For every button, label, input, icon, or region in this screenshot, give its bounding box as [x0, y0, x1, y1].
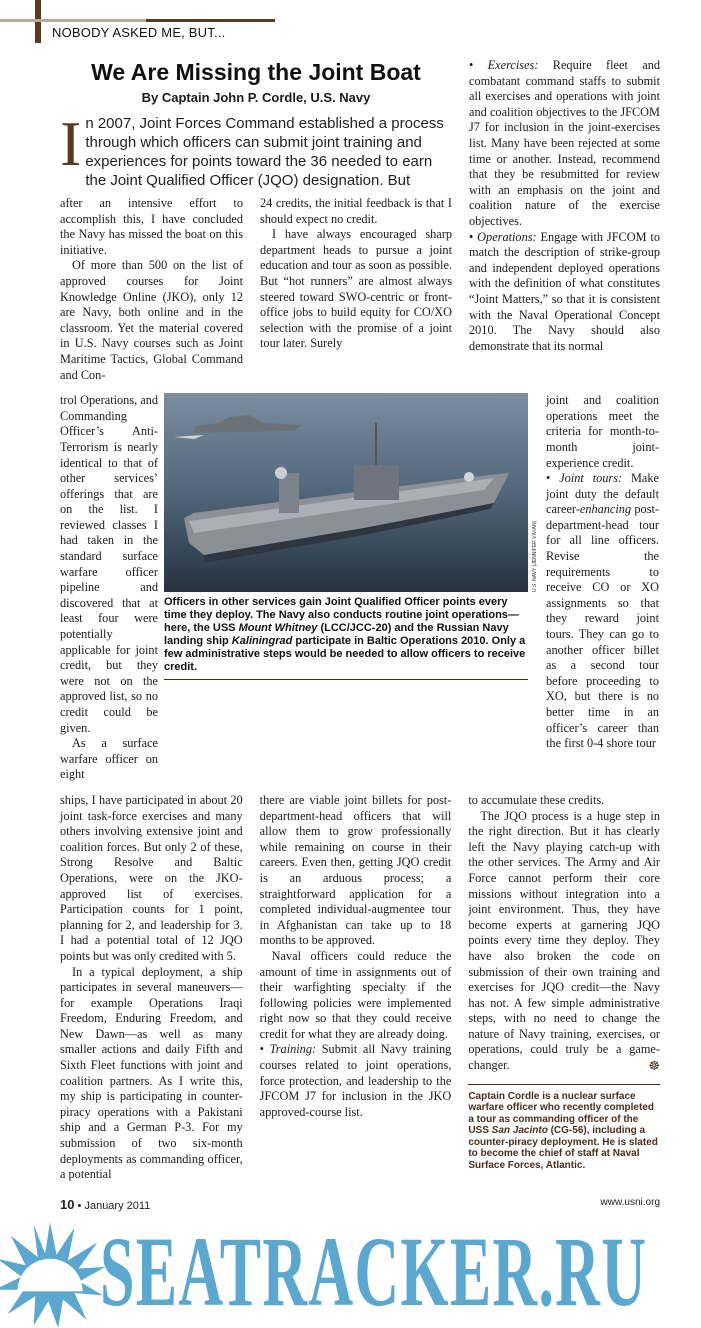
paragraph — [468, 809, 660, 1074]
column-3-narrow — [546, 393, 659, 752]
column-1-top — [60, 196, 243, 383]
column-3-bottom-area — [468, 793, 660, 1171]
footer — [60, 1197, 660, 1212]
footer-left — [60, 1197, 150, 1212]
emphasis: enhancing — [579, 502, 632, 517]
paragraph: after an intensive effort to accomplish this, I have concluded the Navy has missed the boat on this initiative. — [60, 196, 243, 257]
headline-area — [60, 58, 452, 383]
issue-date: January 2011 — [84, 1199, 151, 1212]
page-number: 10 — [60, 1196, 75, 1212]
watermark-row — [0, 1218, 701, 1328]
ships-illustration — [164, 393, 528, 592]
paragraph: to accumulate these credits. — [468, 792, 605, 807]
sunburst-watermark-icon — [0, 1218, 110, 1328]
end-mark-icon: ☸ — [648, 1058, 660, 1074]
bullet-text: post-department-head tour for all line officers. Revise the requirements to receive CO or XO assignments so that they reward joint tours. They can go to another officer billet as a second tour before proceeding to XO, but there is no better time in an officer’s career than the first 0-4 shore tour — [546, 502, 659, 751]
paragraph: As a surface warfare officer on eight — [60, 736, 158, 782]
top-row — [60, 58, 660, 383]
ship-photo — [164, 393, 528, 592]
column-3-bottom — [468, 793, 660, 1074]
bullet-exercises: • Exercises: Require fleet and combatant command staffs to submit all exercises and operations with joint and coalition objectives to the JFCOM J7 for inclusion in the joint-exercises list. Many have been rejected at some time or another. Instead, recommend that they be resubmitted for review with an emphasis on the joint and coalition nature of the exercise objectives. — [469, 58, 660, 228]
bio-text: Captain Cordle is a nuclear surface warfare officer who recently completed a tour as commanding officer of the USS — [468, 1090, 654, 1137]
caption-text: (LCC/JCC-20) and the Russian Navy landing ship — [164, 622, 509, 648]
bullet-text: Require fleet and combatant command staffs to submit all exercises and operations with joint and coalition objectives to the JFCOM J7 for inclusion in the joint-exercises list. Many have been rejected at some time or another. Instead, recommend that they be resubmitted for review with an emphasis on the joint and coalition nature of the exercise objectives. — [469, 58, 660, 228]
bullet-label: Exercises: — [487, 58, 539, 72]
watermark-text: SEATRACKER.RU — [100, 1217, 648, 1327]
bullet-label: Joint tours: — [559, 471, 623, 486]
bio-text: (CG-56), including a counter-piracy deployment. He is slated to become the chief of staff at Naval Surface Forces, Atlantic. — [468, 1125, 658, 1171]
section-kicker: NOBODY ASKED ME, BUT... — [52, 25, 226, 40]
photo-block — [164, 393, 528, 680]
paragraph: Of more than 500 on the list of approved courses for Joint Knowledge Online (JKO), only 12 are Navy, both online and in the classroom. Yet the material covered in U.S. Navy courses such as Joint Maritime Tactics, Global Command and Con- — [60, 258, 243, 382]
bullet-text: Make joint duty the default career- — [546, 471, 659, 517]
column-1-narrow — [60, 393, 158, 783]
caption-text: Officers in other services gain Joint Qualified Officer points every time they deploy. The Navy also conducts routine joint operations—here, the USS — [164, 596, 519, 635]
paragraph: ships, I have participated in about 20 joint task-force exercises and many others involving extensive joint and coalition forces. But only 2 of these, Strong Resolve and Baltic Operations, were on the JKO-approved list of exercises. Participation counts for 1 point, planning for 2, and leadership for 3. I had a potential total of 12 JQO points but was only credited with 5. — [60, 792, 243, 963]
bullet-label: Operations: — [477, 229, 537, 244]
paragraph: I have always encouraged sharp department heads to pursue a joint education and tour as soon as possible. But “hot runners” are almost always steered toward SWO-centric or front-office jobs to build equity for CO/XO selection with the promise of a joint tour later. Surely — [260, 227, 452, 351]
paragraph: In a typical deployment, a ship participates in several maneuvers—for example Operations Iraqi Freedom, Enduring Freedom, and New Dawn—as well as many smaller actions and daily Fifth and Sixth Fleet functions with joint and coalition partners. As I write this, my ship is participating in counter-piracy operations with a Pakistani ship and a German P-3. For my submission of two six-month deployments as commanding officer, a potential — [60, 964, 243, 1182]
column-2-top — [260, 196, 452, 383]
bullet-training: • Training: Submit all Navy training courses related to joint operations, force protection, and leadership to the JFCOM J7 for inclusion in the JKO approved-course list. — [259, 1042, 452, 1119]
intro-text: n 2007, Joint Forces Command established a process through which officers can submit joint training and experiences for points toward the 36 needed to earn the Joint Qualified Officer (JQO) designation. But — [85, 115, 444, 189]
drop-cap: I — [60, 108, 82, 179]
paragraph: there are viable joint billets for post-department-head officers that will allow them to grow professionally while remaining on course in their careers. Even then, getting JQO credit is an arduous process; a straightforward application for a completed individual-augmentee tour in Afghanistan can take up to 18 months to be approved. — [259, 792, 452, 948]
paragraph: trol Operations, and Commanding Officer’s Anti-Terrorism is nearly identical to that of other services’ offerings that are on the list. I reviewed classes I had taken in the standard surface warfare officer pipeline and discovered that at least four were potentially applicable for joint credit, but they were not on the approved list, so no credit could be given. — [60, 393, 159, 735]
bullet-label: Training: — [269, 1042, 317, 1057]
photo-credit: U.S. NAVY (JENNIFER VIVIAN) — [532, 520, 538, 593]
paragraph-text: The JQO process is a huge step in the right direction. But it has clearly left the Navy playing catch-up with the other services. The Army and Air Force cannot perform their core missions without integration into a joint environment. Thus, they have become experts at garnering JQO points every time they deploy. They have also broken the code on submission of their own training and exercises for JQO credit—the Navy has not. A few simple administrative steps, with no need to change the nature of Navy training, exercises, or operations, could truly be a game-changer. — [468, 808, 660, 1073]
caption-ship-name: Mount Whitney — [238, 622, 318, 635]
bullet-text: Submit all Navy training courses related to joint operations, force protection, and leadership to the JFCOM J7 for inclusion in the JKO approved-course list. — [259, 1042, 452, 1119]
column-3-top — [469, 58, 660, 354]
author-bio — [468, 1091, 660, 1172]
column-2-bottom — [260, 793, 452, 1120]
bullet-joint-tours: • Joint tours: Make joint duty the default career-enhancing post-department-head tour for all line officers. Revise the requirements to receive CO or XO assignments so that they reward joint tours. They can go to another officer billet as a second tour before proceeding to XO, but there is no better time in an officer’s career than the first 0-4 shore tour — [546, 471, 659, 751]
footer-separator: • — [77, 1199, 82, 1212]
paragraph: 24 credits, the initial feedback is that I should expect no credit. — [260, 196, 452, 226]
photo-row — [60, 393, 660, 783]
bullet-text: Engage with JFCOM to match the description of strike-group and independent deployed operations with the definition of what constitutes “Joint Matters,” so that it is consistent with the Naval Operational Concept 2010. The Navy should also demonstrate that its normal — [469, 229, 660, 353]
bullet-operations: • Operations: Engage with JFCOM to match the description of strike-group and independent deployed operations with the definition of what constitutes “Joint Matters,” so that it is consistent with the Naval Operational Concept 2010. The Navy should also demonstrate that its normal — [469, 229, 660, 353]
article-intro — [60, 108, 452, 190]
bottom-row — [60, 793, 660, 1183]
bio-rule — [468, 1084, 660, 1085]
paragraph: Naval officers could reduce the amount of time in assignments out of their warfighting specialty if the following policies were implemented right now so that they could receive credit for what they are already doing. — [259, 948, 452, 1041]
photo-caption — [164, 596, 528, 680]
article-byline: By Captain John P. Cordle, U.S. Navy — [141, 90, 371, 105]
article-title: We Are Missing the Joint Boat — [91, 59, 421, 85]
footer-url[interactable]: www.usni.org — [600, 1196, 660, 1208]
caption-ship-name: Kaliningrad — [231, 635, 293, 648]
bio-ship-name: San Jacinto — [491, 1125, 548, 1137]
caption-text: participate in Baltic Operations 2010. Only a few administrative steps would be needed to allow officers to receive credit. — [164, 635, 526, 674]
paragraph: joint and coalition operations meet the criteria for month-to-month joint-experience credit. — [546, 393, 659, 470]
top-columns — [60, 196, 452, 383]
column-1-bottom — [60, 793, 243, 1183]
